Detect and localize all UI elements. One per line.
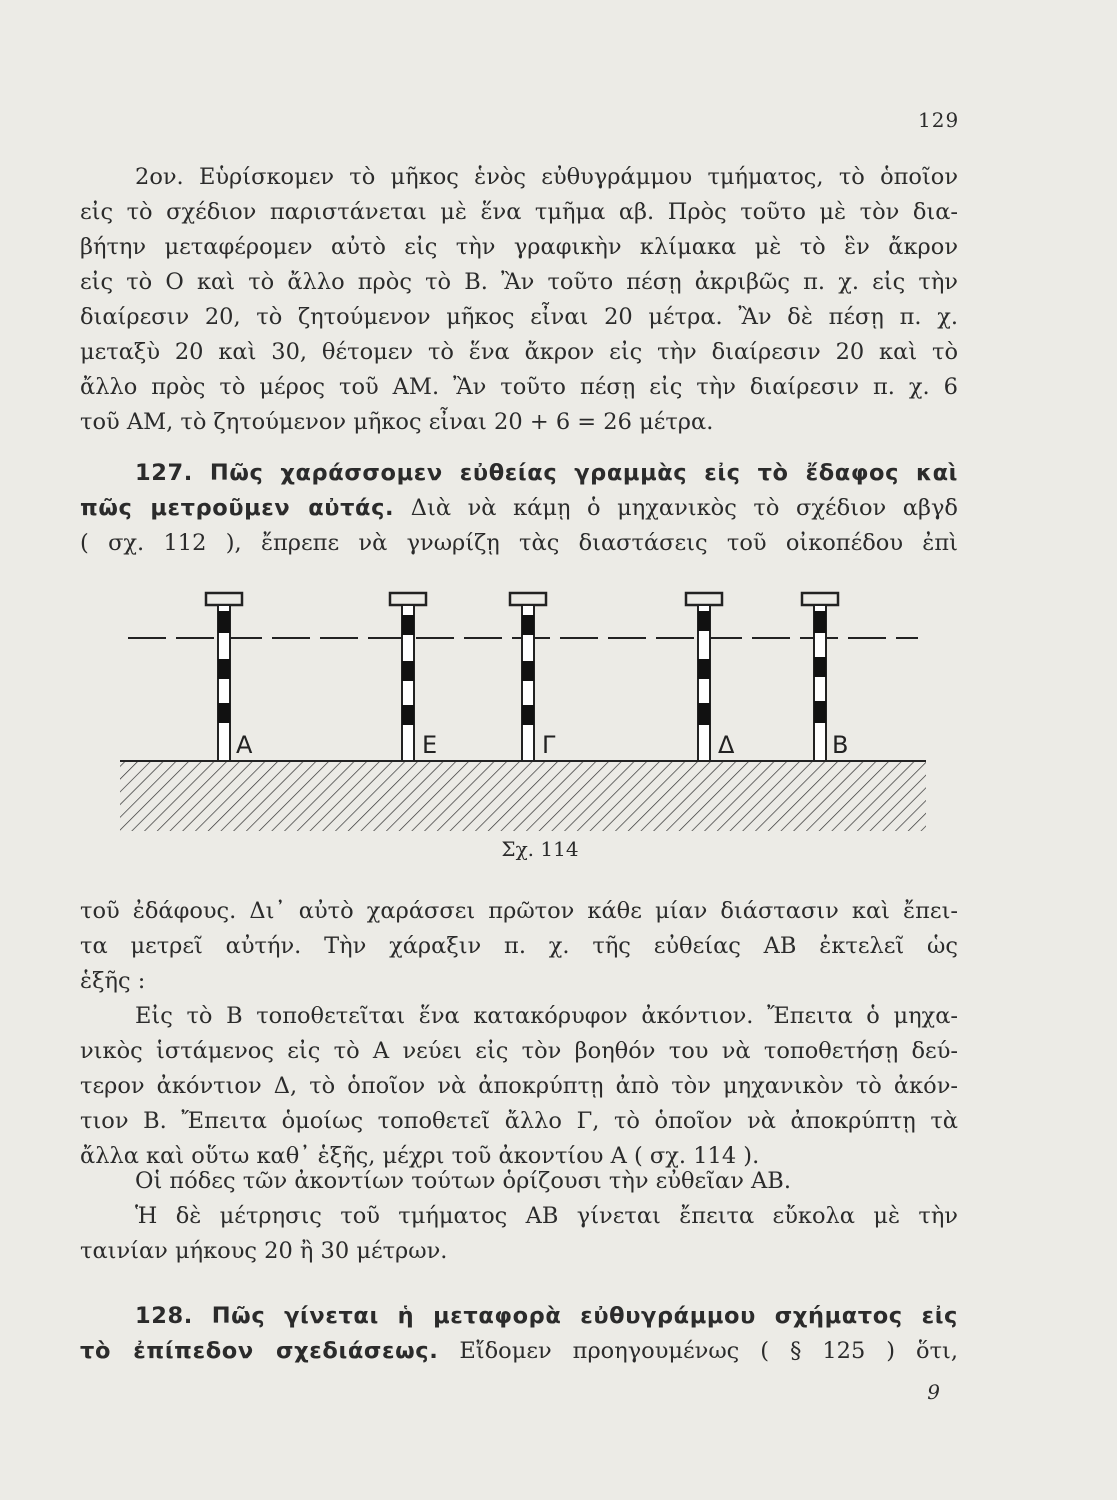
signature-mark: 9 [927, 1380, 940, 1404]
text-line: ( σχ. 112 ), ἔπρεπε νὰ γνωρίζῃ τὰς διαστάσεις τοῦ οἰκοπέδου ἐπὶ [80, 530, 958, 556]
stake-label-delta: Δ [718, 731, 735, 759]
text-line: μεταξὺ 20 καὶ 30, θέτομεν τὸ ἕνα ἄκρον εἰς τὴν διαίρεσιν 20 καὶ τὸ [80, 339, 958, 365]
section-heading: 128. Πῶς γίνεται ἡ μεταφορὰ εὐθυγράμμου σχήματος εἰς [135, 1303, 958, 1329]
text-line: 2ον. Εὑρίσκομεν τὸ μῆκος ἑνὸς εὐθυγράμμου τμήματος, τὸ ὁποῖον [135, 164, 958, 190]
section-heading-cont: πῶς μετροῦμεν αὐτάς. [80, 495, 395, 521]
text-line: Ἡ δὲ μέτρησις τοῦ τμήματος ΑΒ γίνεται ἔπειτα εὔκολα μὲ τὴν [135, 1203, 958, 1229]
stake-delta [686, 593, 735, 761]
page-number: 129 [918, 108, 960, 132]
ground-hatching [120, 761, 926, 831]
text-line: τα μετρεῖ αὐτήν. Τὴν χάραξιν π. χ. τῆς εὐθείας ΑΒ ἐκτελεῖ ὡς [80, 933, 958, 959]
stake-gamma [510, 593, 556, 761]
text-line: εἰς τὸ σχέδιον παριστάνεται μὲ ἕνα τμῆμα αβ. Πρὸς τοῦτο μὲ τὸν δια- [80, 199, 958, 225]
paragraph-measure [80, 1199, 958, 1269]
text-line: ταινίαν μήκους 20 ἢ 30 μέτρων. [80, 1238, 448, 1264]
section-text: Εἴδομεν προηγουμένως ( § 125 ) ὅτι, [438, 1338, 959, 1364]
text-line: διαίρεσιν 20, τὸ ζητούμενον μῆκος εἶναι 20 μέτρα. Ἂν δὲ πέσῃ π. χ. [80, 304, 958, 330]
section-127 [80, 456, 958, 561]
section-text: Διὰ νὰ κάμῃ ὁ μηχανικὸς τὸ σχέδιον αβγδ [394, 495, 958, 521]
text-line: τιον Β. Ἔπειτα ὁμοίως τοποθετεῖ ἄλλο Γ, τὸ ὁποῖον νὰ ἀποκρύπτῃ τὰ [80, 1108, 958, 1134]
stake-e [390, 593, 437, 761]
stake-label-e: Ε [422, 731, 438, 759]
stake-b [802, 593, 848, 761]
section-128 [80, 1299, 958, 1369]
paragraph-2on [80, 160, 958, 440]
figure-114-drawing [110, 585, 930, 845]
text-line: ἑξῆς : [80, 968, 146, 994]
paragraph-after-figure [80, 894, 958, 999]
text-line: Οἱ πόδες τῶν ἀκοντίων τούτων ὁρίζουσι τὴν εὐθεῖαν ΑΒ. [135, 1168, 791, 1194]
text-line: Εἰς τὸ Β τοποθετεῖται ἕνα κατακόρυφον ἀκόντιον. Ἔπειτα ὁ μηχα- [135, 1003, 958, 1029]
text-line: τοῦ ἐδάφους. Δι᾽ αὐτὸ χαράσσει πρῶτον κάθε μίαν διάστασιν καὶ ἔπει- [80, 898, 958, 924]
figure-caption: Σχ. 114 [501, 837, 579, 861]
stake-label-gamma: Γ [542, 731, 556, 759]
paragraph-feet [80, 1164, 958, 1199]
text-line [80, 491, 958, 526]
text-line: ἄλλα καὶ οὕτω καθ᾽ ἑξῆς, μέχρι τοῦ ἀκοντίου Α ( σχ. 114 ). [80, 1143, 760, 1169]
stake-a [206, 593, 253, 761]
text-line: νικὸς ἱστάμενος εἰς τὸ Α νεύει εἰς τὸν βοηθόν του νὰ τοποθετήσῃ δεύ- [80, 1038, 958, 1064]
text-line [80, 1334, 958, 1369]
stake-label-b: Β [832, 731, 849, 759]
section-heading-cont: τὸ ἐπίπεδον σχεδιάσεως. [80, 1338, 439, 1364]
text-line: βήτην μεταφέρομεν αὐτὸ εἰς τὴν γραφικὴν κλίμακα μὲ τὸ ἓν ἄκρον [80, 234, 958, 260]
text-line: εἰς τὸ Ο καὶ τὸ ἄλλο πρὸς τὸ Β. Ἂν τοῦτο πέσῃ ἀκριβῶς π. χ. εἰς τὴν [80, 269, 958, 295]
paragraph-steps [80, 999, 958, 1174]
figure-114 [110, 585, 930, 845]
stake-label-a: Α [236, 731, 253, 759]
text-line: ἄλλο πρὸς τὸ μέρος τοῦ ΑΜ. Ἂν τοῦτο πέσῃ εἰς τὴν διαίρεσιν π. χ. 6 [80, 374, 958, 400]
text-line: τοῦ ΑΜ, τὸ ζητούμενον μῆκος εἶναι 20 + 6 = 26 μέτρα. [80, 409, 714, 435]
text-line: τερον ἀκόντιον Δ, τὸ ὁποῖον νὰ ἀποκρύπτῃ ἀπὸ τὸν μηχανικὸν τὸ ἀκόν- [80, 1073, 958, 1099]
section-heading: 127. Πῶς χαράσσομεν εὐθείας γραμμὰς εἰς τὸ ἔδαφος καὶ [135, 460, 958, 486]
